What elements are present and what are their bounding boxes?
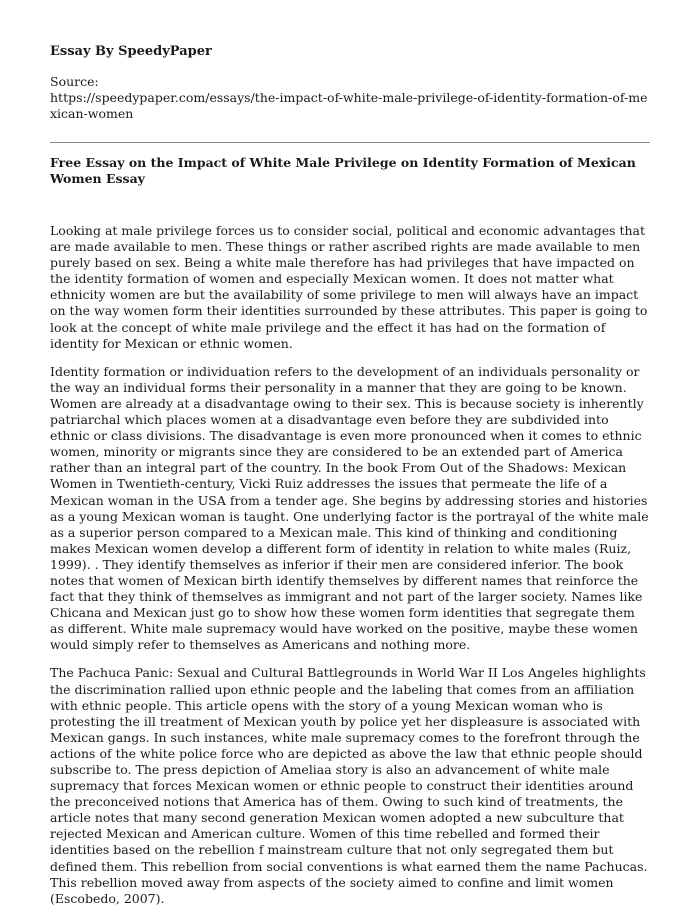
source-url-link[interactable]: https://speedypaper.com/essays/the-impact-of-white-male-privilege-of-identity-formation-of-mexican-women [50,90,648,121]
essay-paragraph-2: Identity formation or individuation refers to the development of an individuals personality or the way an individual forms their personality in a manner that they are going to be known. Women are already at a disadvantage owing to their sex. This is because society is inherently patriarchal which places women at a disadvantage even before they are subdivided into ethnic or class divisions. The disadvantage is even more pronounced when it comes to ethnic women, minority or migrants since they are considered to be an extended part of America rather than an integral part of the country. In the book From Out of the Shadows: Mexican Women in Twentieth-century, Vicki Ruiz addresses the issues that permeate the life of a Mexican woman in the USA from a tender age. She begins by addressing stories and histories as a young Mexican woman is taught. One underlying factor is the portrayal of the white male as a superior person compared to a Mexican male. This kind of thinking and conditioning makes Mexican women develop a different form of identity in relation to white males (Ruiz, 1999). . They identify themselves as inferior if their men are considered inferior. The book notes that women of Mexican birth identify themselves by different names that reinforce the fact that they think of themselves as immigrant and not part of the larger society. Names like Chicana and Mexican just go to show how these women form identities that segregate them as different. White male supremacy would have worked on the positive, maybe these women would simply refer to themselves as Americans and nothing more. [50,363,649,653]
divider [50,142,650,143]
essay-paragraph-3: The Pachuca Panic: Sexual and Cultural Battlegrounds in World War II Los Angeles highlights the discrimination rallied upon ethnic people and the labeling that comes from an affiliation with ethnic people. This article opens with the story of a young Mexican woman who is protesting the ill treatment of Mexican youth by police yet her displeasure is associated with Mexican gangs. In such instances, white male supremacy comes to the forefront through the actions of the white police force who are depicted as above the law that ethnic people should subscribe to. The press depiction of Ameliaa story is also an advancement of white male supremacy that forces Mexican women or ethnic people to construct their identities around the preconceived notions that America has of them. Owing to such kind of treatments, the article notes that many second generation Mexican women adopted a new subculture that rejected Mexican and American culture. Women of this time rebelled and formed their identities based on the rebellion f mainstream culture that not only segregated them but defined them. This rebellion from social conventions is what earned them the name Pachucas. This rebellion moved away from aspects of the society aimed to confine and limit women (Escobedo, 2007). [50,665,648,906]
essay-title: Free Essay on the Impact of White Male Privilege on Identity Formation of Mexican Women Essay [50,155,636,186]
site-header-title: Essay By SpeedyPaper [50,44,212,59]
essay-paragraph-1: Looking at male privilege forces us to consider social, political and economic advantages that are made available to men. These things or rather ascribed rights are made available to men purely based on sex. Being a white male therefore has had privileges that have impacted on the identity formation of women and especially Mexican women. It does not matter what ethnicity women are but the availability of some privilege to men will always have an impact on the way women form their identities surrounded by these attributes. This paper is going to look at the concept of white male privilege and the effect it has had on the formation of identity for Mexican or ethnic women. [50,223,648,351]
source-label: Source: [50,74,99,89]
